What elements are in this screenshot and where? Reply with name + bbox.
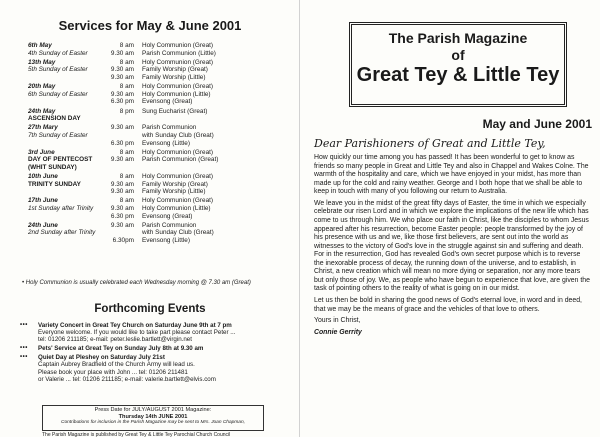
press-date-box — [42, 405, 264, 431]
service-day-name: 6th Sunday of Easter — [28, 90, 88, 98]
service-time: 8 am — [119, 197, 134, 205]
service-day — [28, 222, 290, 245]
service-date: 17th June — [28, 197, 58, 205]
service-time: 8 pm — [119, 107, 134, 115]
letter-closing: Yours in Christ, — [314, 317, 361, 325]
service-date: 6th May — [28, 42, 52, 49]
masthead-of: of — [451, 47, 465, 63]
services-note: • Holy Communion is usually celebrated each Wednesday morning @ 7.30 am (Great) — [22, 280, 251, 286]
service-day-name: 5th Sunday of Easter — [28, 66, 88, 74]
service-row — [28, 66, 290, 74]
service-day-name: TRINITY SUNDAY — [28, 180, 81, 188]
event-detail: tel: 01206 211185; e-mail: peter.leslie.bartlett@virgin.net — [38, 336, 192, 344]
event-detail: Captain Aubrey Bradfield of the Church Army will lead us. — [38, 361, 195, 369]
letter-greeting: Dear Parishioners of Great and Little Tey, — [314, 137, 546, 150]
service-row — [28, 229, 290, 237]
services-list — [28, 42, 290, 246]
service-time — [108, 229, 142, 237]
service-day — [28, 197, 290, 220]
service-time: 6.30 pm — [110, 139, 134, 147]
letter-paragraph: Let us then be bold in sharing the good news of God's eternal love, in word and in deed, that we may be the means of grace and the vehicles of that love to others. — [314, 297, 582, 313]
service-day — [28, 42, 290, 57]
service-time: 6.30 pm — [110, 212, 134, 220]
service-time: 9.30 am — [110, 90, 134, 98]
service-row — [28, 197, 290, 205]
event-title: Pets' Service at Great Tey on Sunday July 8th at 9.30 am — [38, 345, 204, 353]
event-title: Quiet Day at Pleshey on Saturday July 21st — [38, 354, 165, 362]
event-detail: Everyone welcome. If you would like to take part please contact Peter ... — [38, 329, 236, 337]
service-day-name: 4th Sunday of Easter — [28, 49, 88, 57]
service-row — [28, 213, 290, 221]
event-bullet: ••• — [20, 354, 28, 361]
service-time — [108, 115, 142, 123]
event-bullet: ••• — [20, 345, 28, 352]
service-name: Parish Communion — [142, 124, 197, 132]
service-name: Sung Eucharist (Great) — [142, 107, 208, 115]
service-time — [108, 132, 142, 140]
service-day-name: DAY OF PENTECOST — [28, 156, 93, 164]
service-name: Evensong (Little) — [142, 237, 190, 244]
service-date: 24th May — [28, 107, 56, 115]
service-row — [28, 50, 290, 58]
service-name: Holy Communion (Great) — [142, 83, 214, 91]
service-date: 13th May — [28, 58, 56, 66]
events-list — [20, 322, 290, 385]
service-day-name: ASCENSION DAY — [28, 115, 81, 123]
service-day — [28, 59, 290, 82]
service-name: Parish Communion (Great) — [142, 156, 219, 164]
service-name: Family Worship (Great) — [142, 180, 208, 188]
press-date: Thursday 14th JUNE 2001 — [118, 413, 188, 420]
service-day — [28, 173, 290, 196]
service-time: 8 am — [119, 42, 134, 49]
service-time: 9.30 am — [110, 66, 134, 74]
service-row — [28, 140, 290, 148]
service-day — [28, 149, 290, 172]
service-row — [28, 237, 290, 245]
service-time: 6.30 pm — [110, 98, 134, 106]
service-date: 24th June — [28, 221, 58, 229]
service-time: 6.30pm — [112, 237, 134, 244]
service-time — [108, 164, 142, 172]
service-time: 9.30 am — [110, 49, 134, 57]
letter-paragraph: We leave you in the midst of the great fifty days of Easter, the time in which we especially celebrate our risen Lord and in which we explore the implications of the new life which has come to us through him. We who place our faith in Christ, like the disciples to whom Jesus appeared after his resurrection, become Easter people: people transformed by the joy of his presence with us and we, like those first believers, are sent out into the world as witnesses to the victory of God's love in the struggle against sin and suffering and death. For in the resurrection, God has revealed God's own secret purpose which is to reverse the inexorable process of decay, the running down of the universe, and to establish, in Christ, a new creation which will mean no more dying or separation, nor any more tears but only those of joy. We, as people who have begun to experience that love, are given the task of pointing others to the reality of what is going on in our midst. — [314, 199, 590, 293]
service-time: 8 am — [119, 173, 134, 181]
service-row — [28, 59, 290, 67]
service-time: 9.30 am — [110, 73, 134, 81]
service-row — [28, 188, 290, 196]
service-name: Parish Communion — [142, 221, 197, 229]
service-date: 27th Mary — [28, 124, 58, 132]
letter-paragraph: How quickly our time among you has passed! It has been wonderful to get to know as friends so many people in Great and Little Tey and also in Chappel and Wakes Colne. The warmth of the hospitality and care, which we have enjoyed in your midst, has more than made up for the cold and rainy weather. George and I both hope that we shall be able to keep in touch with many of you following our return to Australia. — [314, 154, 589, 196]
masthead-title: The Parish Magazine — [388, 30, 528, 46]
service-name: Holy Communion (Great) — [142, 42, 214, 49]
service-day-name: 7th Sunday of Easter — [28, 131, 88, 139]
event-detail: or Valerie ... tel: 01206 211185; e-mail: valerie.bartlett@elvis.com — [38, 375, 216, 383]
service-name: Parish Communion (Little) — [142, 49, 216, 57]
service-row — [28, 132, 290, 140]
service-time: 8 am — [119, 58, 134, 66]
service-name: with Sunday Club (Great) — [142, 131, 214, 139]
letter-signature: Connie Gerrity — [314, 328, 362, 336]
event-detail: Please book your place with John ... tel: 01206 211481 — [38, 368, 188, 376]
service-time: 8 am — [119, 148, 134, 156]
publisher-note: The Parish Magazine is published by Great Tey & Little Tey Parochial Church Council — [42, 432, 231, 438]
service-row — [28, 91, 290, 99]
service-day-blank — [28, 213, 108, 221]
service-row — [28, 181, 290, 189]
service-row — [28, 83, 290, 91]
service-day — [28, 124, 290, 147]
left-page — [0, 0, 300, 437]
service-row — [28, 173, 290, 181]
service-day-blank — [28, 74, 108, 82]
service-name: Holy Communion (Little) — [142, 90, 211, 98]
service-row — [28, 205, 290, 213]
service-name: Holy Communion (Great) — [142, 173, 214, 181]
service-name: with Sunday Club (Great) — [142, 229, 214, 237]
masthead-parish: Great Tey & Little Tey — [356, 64, 560, 86]
service-day-blank — [28, 140, 108, 148]
service-name — [142, 164, 290, 172]
service-name: Family Worship (Great) — [142, 66, 208, 74]
event-item — [20, 354, 290, 382]
service-day — [28, 108, 290, 123]
service-row — [28, 108, 290, 116]
service-time: 9.30 am — [110, 156, 134, 164]
service-name — [142, 115, 290, 123]
service-date: 10th June — [28, 173, 58, 181]
service-time: 9.30 am — [110, 124, 134, 132]
issue-date: May and June 2001 — [482, 117, 592, 131]
service-day — [28, 83, 290, 106]
masthead — [349, 22, 567, 107]
services-title: Services for May & June 2001 — [58, 18, 242, 33]
service-row — [28, 42, 290, 50]
service-name: Holy Communion (Little) — [142, 205, 211, 213]
press-line: Press Date for JULY/AUGUST 2001 Magazine: — [94, 407, 212, 413]
service-day-blank — [28, 237, 108, 245]
service-time: 9.30 am — [110, 205, 134, 213]
service-row — [28, 124, 290, 132]
service-row — [28, 149, 290, 157]
service-row — [28, 164, 290, 172]
event-bullet: ••• — [20, 322, 28, 328]
service-time: 9.30 am — [110, 180, 134, 188]
service-row — [28, 222, 290, 230]
event-title: Variety Concert in Great Tey Church on Saturday June 9th at 7 pm — [38, 322, 232, 329]
service-time: 9.30 am — [110, 188, 134, 196]
letter-body — [314, 154, 590, 338]
service-row — [28, 74, 290, 82]
service-date: 3rd June — [28, 148, 55, 156]
service-name: Holy Communion (Great) — [142, 197, 214, 205]
service-day-blank — [28, 98, 108, 106]
service-day-name: (WHIT SUNDAY) — [28, 163, 77, 171]
service-name: Holy Communion (Great) — [142, 58, 214, 66]
service-row — [28, 156, 290, 164]
events-title: Forthcoming Events — [94, 303, 206, 315]
service-day-name: 1st Sunday after Trinity — [28, 205, 94, 213]
service-day-blank — [28, 188, 108, 196]
service-name: Family Worship (Little) — [142, 188, 206, 196]
event-item — [20, 322, 290, 343]
service-name: Evensong (Little) — [142, 139, 190, 147]
service-time: 9.30 am — [110, 221, 134, 229]
press-contributions: Contributions for inclusion in the Parish Magazine may be sent to Mrs. Joan Chapman, — [61, 420, 245, 426]
service-row — [28, 115, 290, 123]
service-date: 20th May — [28, 83, 56, 91]
event-item — [20, 345, 290, 352]
service-time: 8 am — [119, 83, 134, 91]
service-name: Evensong (Great) — [142, 212, 193, 220]
service-name: Family Worship (Little) — [142, 73, 206, 81]
service-day-name: 2nd Sunday after Trinity — [28, 229, 96, 237]
service-name: Evensong (Great) — [142, 98, 193, 106]
service-name: Holy Communion (Great) — [142, 148, 214, 156]
service-row — [28, 98, 290, 106]
